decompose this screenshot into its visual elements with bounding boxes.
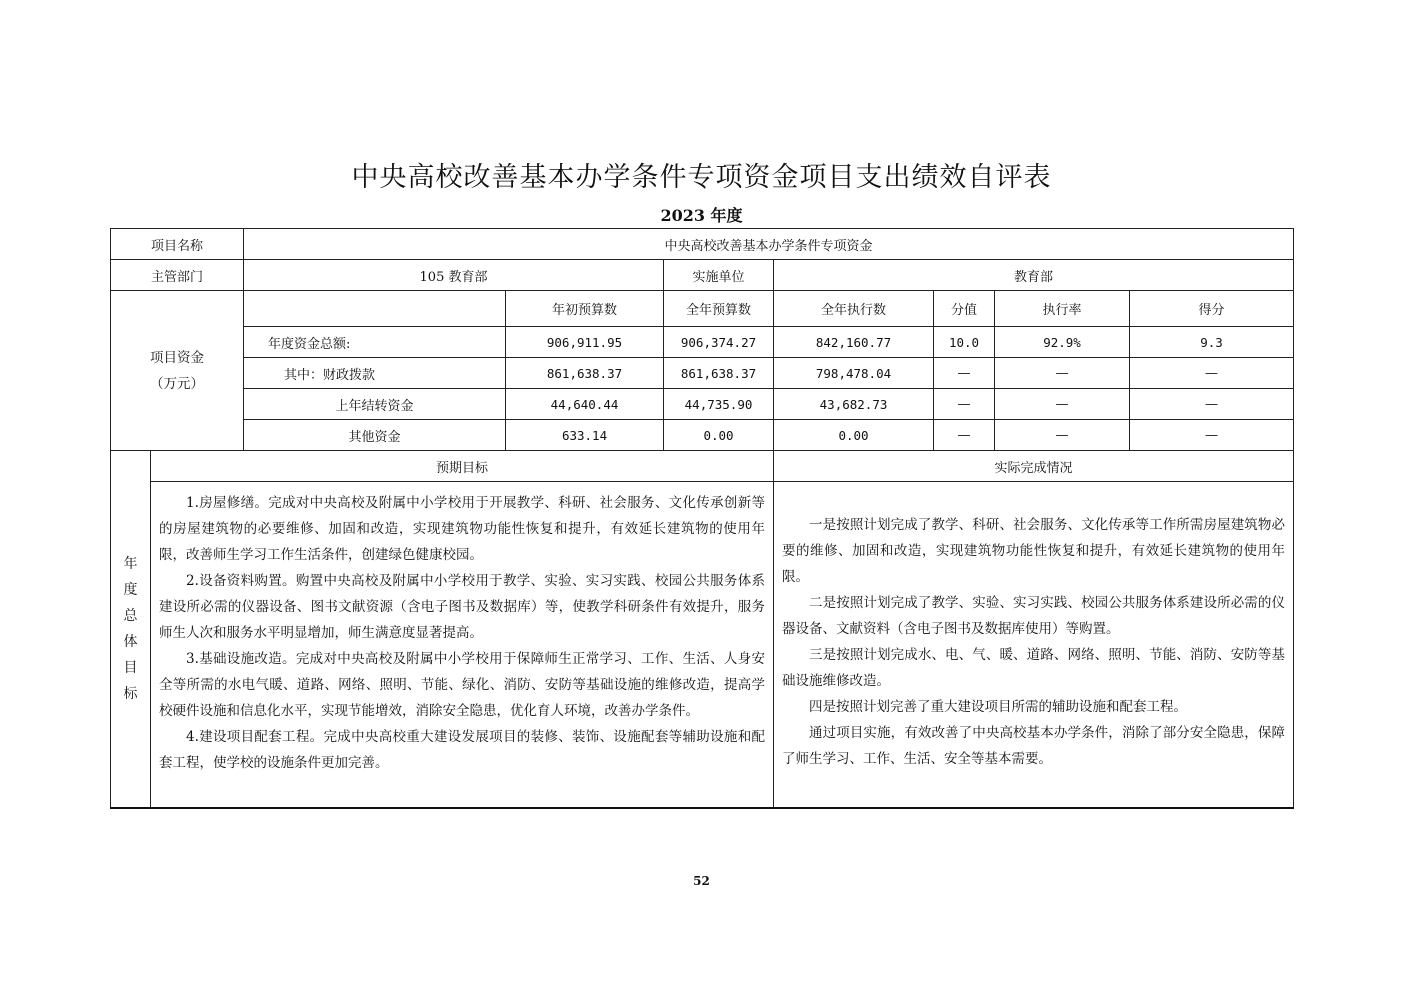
cell-rate: — <box>995 420 1130 451</box>
side-label-char: 标 <box>123 685 138 702</box>
expected-goals-text <box>151 482 774 808</box>
side-label-char: 体 <box>123 633 138 650</box>
side-label-char: 度 <box>123 581 138 598</box>
goals-content-row <box>111 482 1294 808</box>
goals-header-row <box>111 451 1294 482</box>
expected-goals-header: 预期目标 <box>151 451 774 482</box>
actual-completion-header: 实际完成情况 <box>774 451 1294 482</box>
project-name-value: 中央高校改善基本办学条件专项资金 <box>244 229 1294 260</box>
department-label: 主管部门 <box>111 260 244 291</box>
cell-score: — <box>1130 358 1294 389</box>
table-row <box>111 420 1294 451</box>
actual-completion-paragraph: 通过项目实施，有效改善了中央高校基本办学条件，消除了部分安全隐患，保障了师生学习、工作、生活、安全等基本需要。 <box>782 725 1286 768</box>
cell-score: — <box>1130 389 1294 420</box>
funds-label-line2: （万元） <box>150 375 204 392</box>
project-name-row <box>111 229 1294 260</box>
row-label: 年度资金总额: <box>244 327 506 358</box>
cell-score: 9.3 <box>1130 327 1294 358</box>
cell-initial: 861,638.37 <box>506 358 664 389</box>
project-name-label: 项目名称 <box>111 229 244 260</box>
funds-label-line1: 项目资金 <box>150 349 204 366</box>
page-number: 52 <box>693 874 710 888</box>
side-label-char: 目 <box>123 659 138 676</box>
row-label: 其他资金 <box>244 420 506 451</box>
cell-score-value: — <box>934 358 995 389</box>
cell-score: — <box>1130 420 1294 451</box>
header-score: 得分 <box>1130 291 1294 327</box>
cell-rate: 92.9% <box>995 327 1130 358</box>
department-value: 105 教育部 <box>244 260 664 291</box>
header-annual-budget: 全年预算数 <box>664 291 774 327</box>
cell-annual: 44,735.90 <box>664 389 774 420</box>
funds-header-row <box>111 291 1294 327</box>
implementing-unit-label: 实施单位 <box>664 260 774 291</box>
expected-goal-paragraph: 1.房屋修缮。完成对中央高校及附属中小学校用于开展教学、科研、社会服务、文化传承创新等的房屋建筑物的必要维修、加固和改造，实现建筑物功能性恢复和提升，有效延长建筑物的使用年限，改善师生学习工作生活条件，创建绿色健康校园。 <box>159 495 766 563</box>
funds-header-blank <box>244 291 506 327</box>
performance-table <box>110 228 1294 809</box>
actual-completion-paragraph: 四是按照计划完善了重大建设项目所需的辅助设施和配套工程。 <box>809 699 1188 716</box>
actual-completion-paragraph: 一是按照计划完成了教学、科研、社会服务、文化传承等工作所需房屋建筑物必要的维修、加固和改造，实现建筑物功能性恢复和提升，有效延长建筑物的使用年限。 <box>782 517 1286 586</box>
table-row <box>111 327 1294 358</box>
cell-executed: 798,478.04 <box>774 358 934 389</box>
funds-label <box>111 291 244 451</box>
expected-goal-paragraph: 3.基础设施改造。完成对中央高校及附属中小学校用于保障师生正常学习、工作、生活、人身安全等所需的水电气暖、道路、网络、照明、节能、绿化、消防、安防等基础设施的维修改造，提高学校硬件设施和信息化水平，实现节能增效，消除安全隐患，优化育人环境，改善办学条件。 <box>159 651 766 719</box>
expected-goal-paragraph: 2.设备资料购置。购置中央高校及附属中小学校用于教学、实验、实习实践、校园公共服务体系建设所必需的仪器设备、图书文献资源（含电子图书及数据库）等，使教学科研条件有效提升，服务师生人次和服务水平明显增加，师生满意度显著提高。 <box>159 573 766 641</box>
side-label-char: 年 <box>123 555 138 572</box>
cell-initial: 633.14 <box>506 420 664 451</box>
header-execution-rate: 执行率 <box>995 291 1130 327</box>
header-initial-budget: 年初预算数 <box>506 291 664 327</box>
row-label: 上年结转资金 <box>244 389 506 420</box>
cell-initial: 44,640.44 <box>506 389 664 420</box>
annual-goals-side-label <box>111 451 151 808</box>
cell-score-value: — <box>934 389 995 420</box>
cell-score-value: — <box>934 420 995 451</box>
year-subtitle: 2023 年度 <box>660 206 743 225</box>
actual-completion-paragraph: 三是按照计划完成水、电、气、暖、道路、网络、照明、节能、消防、安防等基础设施维修改造。 <box>782 647 1286 690</box>
cell-score-value: 10.0 <box>934 327 995 358</box>
cell-annual: 0.00 <box>664 420 774 451</box>
page-title: 中央高校改善基本办学条件专项资金项目支出绩效自评表 <box>351 162 1052 193</box>
actual-completion-text <box>774 482 1294 808</box>
cell-executed: 0.00 <box>774 420 934 451</box>
cell-rate: — <box>995 358 1130 389</box>
cell-annual: 861,638.37 <box>664 358 774 389</box>
actual-completion-paragraph: 二是按照计划完成了教学、实验、实习实践、校园公共服务体系建设所必需的仪器设备、文献资料（含电子图书及数据库使用）等购置。 <box>782 595 1286 638</box>
cell-rate: — <box>995 389 1130 420</box>
cell-executed: 842,160.77 <box>774 327 934 358</box>
department-row <box>111 260 1294 291</box>
header-executed: 全年执行数 <box>774 291 934 327</box>
header-score-value: 分值 <box>934 291 995 327</box>
side-label-char: 总 <box>123 607 138 624</box>
cell-executed: 43,682.73 <box>774 389 934 420</box>
implementing-unit-value: 教育部 <box>774 260 1294 291</box>
row-label: 其中：财政拨款 <box>244 358 506 389</box>
table-row <box>111 358 1294 389</box>
cell-initial: 906,911.95 <box>506 327 664 358</box>
expected-goal-paragraph: 4.建设项目配套工程。完成中央高校重大建设发展项目的装修、装饰、设施配套等辅助设施和配套工程，使学校的设施条件更加完善。 <box>159 729 766 771</box>
table-row <box>111 389 1294 420</box>
cell-annual: 906,374.27 <box>664 327 774 358</box>
